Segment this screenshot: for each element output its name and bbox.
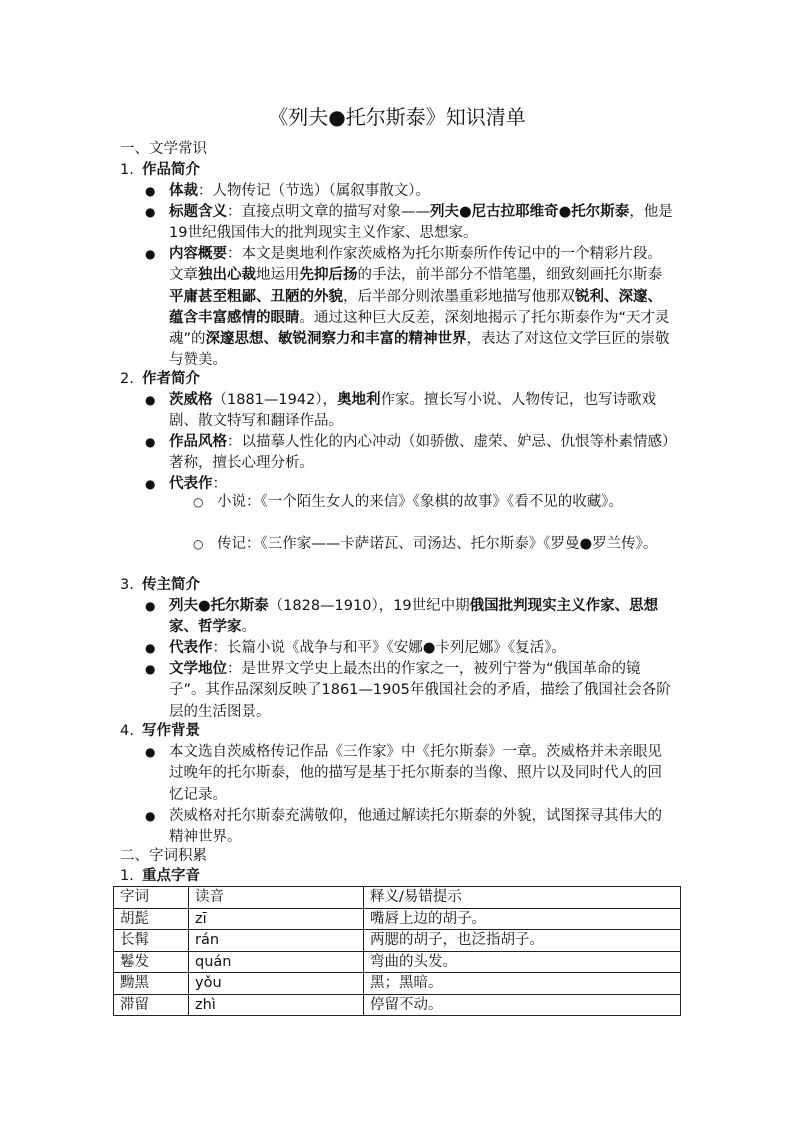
meaning-post: ，他是19世纪俄国伟大的批判现实主义作家、思想家。 xyxy=(169,204,673,242)
summary-bold-4: 锐利、深邃、蕴含丰富感情的眼睛 xyxy=(169,288,662,326)
subheading-number: 1. xyxy=(120,868,134,884)
subheading-label: 传主简介 xyxy=(142,577,200,593)
table-header-row xyxy=(114,887,681,909)
header-cell-word: 字词 xyxy=(114,887,189,909)
list-item-summary xyxy=(145,244,675,372)
list-item-background-1 xyxy=(145,742,675,806)
vocabulary-table xyxy=(113,886,681,1016)
list-item-title-meaning xyxy=(145,202,675,245)
page-title: 《列夫●托尔斯泰》知识清单 xyxy=(268,105,526,129)
author-nationality: 奥地利 xyxy=(337,392,381,408)
circle-bullet-icon: ○ xyxy=(193,495,204,509)
list-item-tolstoy-works xyxy=(145,638,675,659)
list-item-author xyxy=(145,390,675,433)
bullet-icon: ● xyxy=(145,205,156,219)
bullet-icon: ● xyxy=(145,393,156,407)
author-text-2: 作家。擅长写小说、人物传记，也写诗歌戏剧、散文特写和翻译作品。 xyxy=(169,392,657,430)
tolstoy-text-1: （1828—1910），19世纪中期 xyxy=(268,598,470,614)
table-row xyxy=(114,908,681,930)
list-item-tolstoy xyxy=(145,596,675,639)
bullet-icon: ● xyxy=(145,247,156,261)
works-label: 代表作 xyxy=(169,476,213,492)
summary-bold-2: 先抑后扬 xyxy=(299,267,358,284)
bullet-icon: ● xyxy=(145,184,156,198)
table-row xyxy=(114,951,681,973)
subheading-number: 1. xyxy=(120,162,134,178)
word-cell: 胡髭 xyxy=(114,908,189,930)
status-text: ：是世界文学史上最杰出的作家之一，被列宁誉为“俄国革命的镜子”。其作品深刻反映了1861—1905年俄国社会的矛盾，描绘了俄国社会各阶层的生活图景。 xyxy=(169,661,671,720)
subheading-work-intro xyxy=(120,160,200,180)
pinyin-cell: zhì xyxy=(189,994,364,1016)
tolstoy-works-label: 代表作 xyxy=(169,640,213,656)
summary-text-4: ，后半部分则浓墨重彩地描写他那双 xyxy=(343,288,575,305)
section-heading-vocabulary: 二、字词积累 xyxy=(120,848,207,864)
style-label: 作品风格 xyxy=(169,434,227,450)
biography-text: 传记：《三作家——卡萨诺瓦、司汤达、托尔斯泰》《罗曼●罗兰传》。 xyxy=(217,536,658,552)
tolstoy-text-2: 。 xyxy=(241,619,256,636)
table-row xyxy=(114,930,681,952)
subheading-number: 2. xyxy=(120,371,134,387)
works-colon: ： xyxy=(212,476,227,492)
word-cell: 鬈发 xyxy=(114,951,189,973)
summary-text-6: ，表达了对这位文学巨匠的崇敬与赞美。 xyxy=(169,331,670,369)
meaning-cell: 嘴唇上边的胡子。 xyxy=(364,908,681,930)
bullet-icon: ● xyxy=(145,599,156,613)
subheading-label: 写作背景 xyxy=(142,723,200,739)
meaning-cell: 弯曲的头发。 xyxy=(364,951,681,973)
list-item-background-2 xyxy=(145,806,675,849)
list-item-status xyxy=(145,659,675,723)
tolstoy-identity: 俄国批判现实主义作家、思想家、哲学家 xyxy=(169,598,659,636)
subheading-label: 作者简介 xyxy=(142,371,200,387)
pinyin-cell: rán xyxy=(189,930,364,952)
sub-list-item-biography xyxy=(193,534,678,555)
meaning-label: 标题含义 xyxy=(169,204,227,220)
list-item-genre xyxy=(145,181,675,202)
pinyin-cell: quán xyxy=(189,951,364,973)
circle-bullet-icon: ○ xyxy=(193,537,204,551)
list-item-style xyxy=(145,432,675,475)
subheading-background xyxy=(120,721,200,741)
bullet-icon: ● xyxy=(145,641,156,655)
novel-text: 小说：《一个陌生女人的来信》《象棋的故事》《看不见的收藏》。 xyxy=(217,494,623,510)
subheading-subject-intro xyxy=(120,575,200,595)
pinyin-cell: zī xyxy=(189,908,364,930)
subheading-label: 重点字音 xyxy=(142,868,200,884)
summary-text-2: 地运用 xyxy=(256,267,300,284)
table-row xyxy=(114,973,681,995)
background-text-1: 本文选自茨威格传记作品《三作家》中《托尔斯泰》一章。茨威格并未亲眼见过晚年的托尔斯泰，他的描写是基于托尔斯泰的当像、照片以及同时代人的回忆记录。 xyxy=(169,744,662,803)
bullet-icon: ● xyxy=(145,809,156,823)
subheading-author-intro xyxy=(120,369,200,389)
summary-text-1: ：本文是奥地利作家茨威格为托尔斯泰所作传记中的一个精彩片段。文章 xyxy=(169,246,662,284)
status-label: 文学地位 xyxy=(169,661,227,677)
bullet-icon: ● xyxy=(145,745,156,759)
bullet-icon: ● xyxy=(145,477,156,491)
summary-text-3: 的手法，前半部分不惜笔墨，细致刻画托尔斯泰 xyxy=(357,267,662,284)
sub-list-item-novel xyxy=(193,492,678,513)
section-heading-literature: 一、文学常识 xyxy=(120,141,207,157)
word-cell: 黝黑 xyxy=(114,973,189,995)
pinyin-cell: yǒu xyxy=(189,973,364,995)
meaning-pre: ：直接点明文章的描写对象—— xyxy=(227,204,430,220)
summary-label: 内容概要 xyxy=(169,246,227,262)
summary-bold-5: 深邃思想、敏锐洞察力和丰富的精神世界 xyxy=(205,331,467,348)
tolstoy-name: 列夫●托尔斯泰 xyxy=(169,598,269,614)
table-row xyxy=(114,994,681,1016)
subheading-pronunciation xyxy=(120,866,200,886)
style-text: ：以描摹人性化的内心冲动（如骄傲、虚荣、妒忌、仇恨等朴素情感）著称，擅长心理分析。 xyxy=(169,434,670,472)
genre-label: 体裁 xyxy=(169,183,198,199)
meaning-cell: 停留不动。 xyxy=(364,994,681,1016)
genre-text: ：人物传记（节选）（属叙事散文）。 xyxy=(198,183,430,199)
background-text-2: 茨威格对托尔斯泰充满敬仰，他通过解读托尔斯泰的外貌，试图探寻其伟大的精神世界。 xyxy=(169,808,662,846)
word-cell: 滞留 xyxy=(114,994,189,1016)
header-cell-pronunciation: 读音 xyxy=(189,887,364,909)
header-cell-meaning: 释义/易错提示 xyxy=(364,887,681,909)
subheading-label: 作品简介 xyxy=(142,162,200,178)
summary-bold-1: 独出心裁 xyxy=(198,267,256,284)
subheading-number: 4. xyxy=(120,723,134,739)
author-name: 茨威格 xyxy=(169,392,213,408)
word-cell: 长髯 xyxy=(114,930,189,952)
summary-bold-3: 平庸甚至粗鄙、丑陋的外貌 xyxy=(169,288,343,305)
author-text-1: （1881—1942）， xyxy=(212,392,338,408)
bullet-icon: ● xyxy=(145,662,156,676)
subheading-number: 3. xyxy=(120,577,134,593)
tolstoy-works-text: ：长篇小说《战争与和平》《安娜●卡列尼娜》《复活》。 xyxy=(212,640,566,656)
bullet-icon: ● xyxy=(145,435,156,449)
summary-text-5: 。通过这种巨大反差，深刻地揭示了托尔斯泰作为“天才灵魂”的 xyxy=(169,309,670,348)
meaning-cell: 黑；黑暗。 xyxy=(364,973,681,995)
meaning-bold: 列夫●尼古拉耶维奇●托尔斯泰 xyxy=(430,204,630,220)
meaning-cell: 两腮的胡子，也泛指胡子。 xyxy=(364,930,681,952)
